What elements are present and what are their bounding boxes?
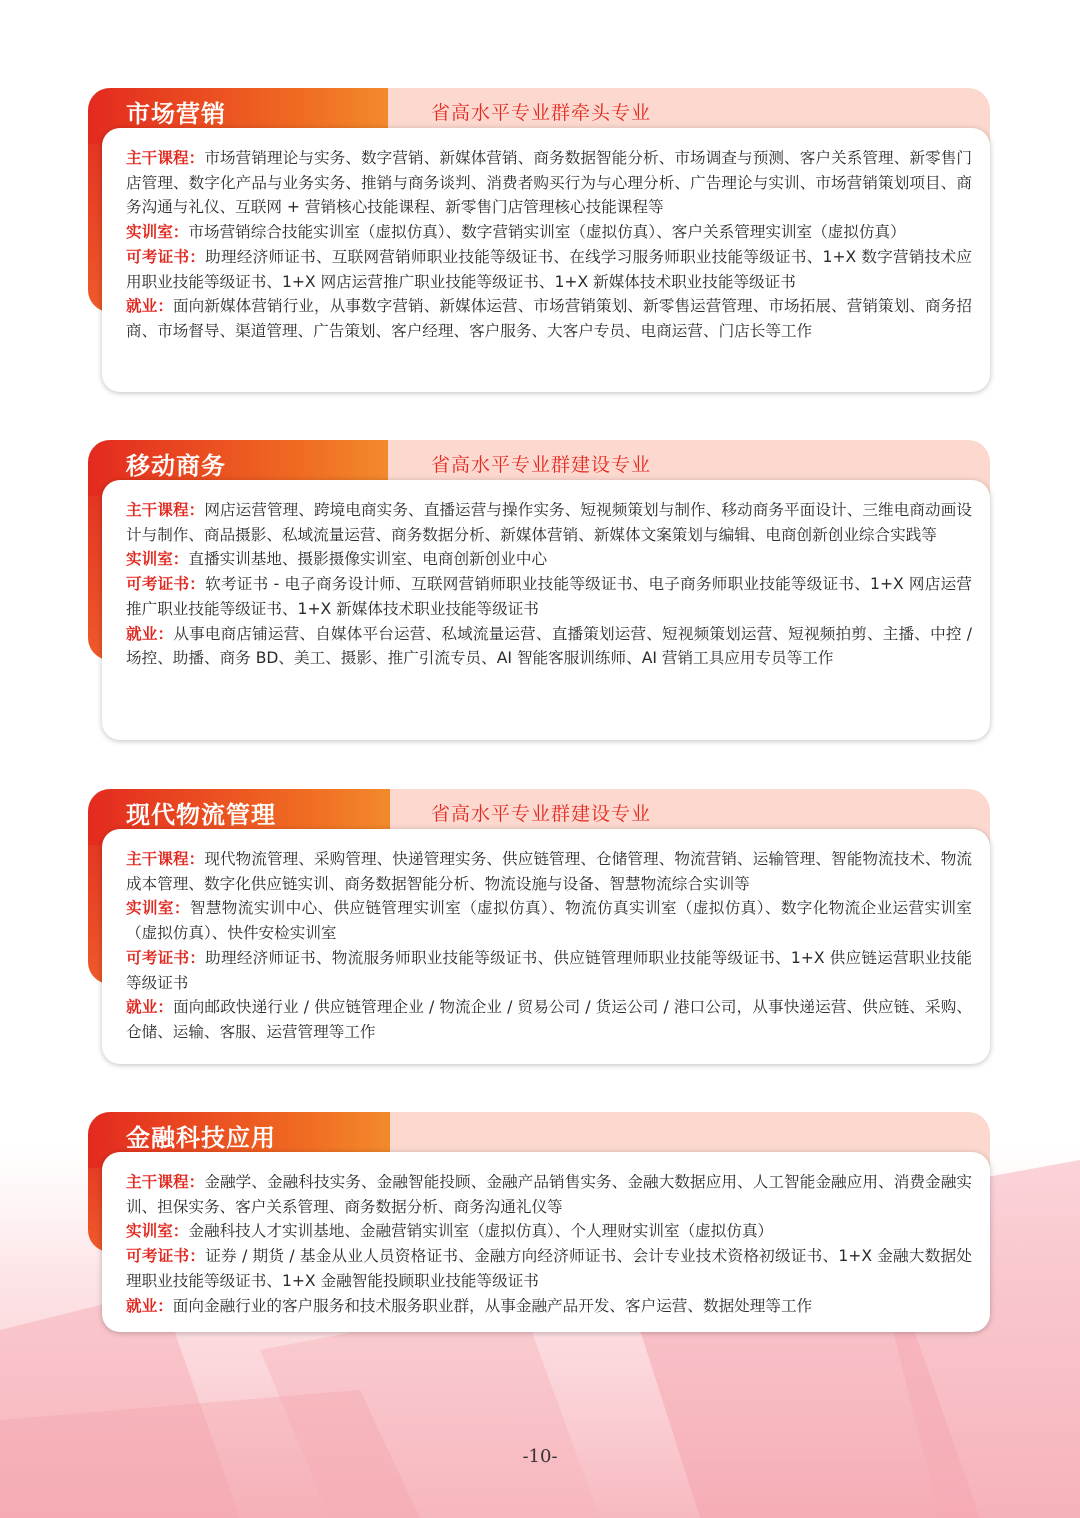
program-section bbox=[88, 440, 990, 740]
program-section bbox=[88, 1112, 990, 1332]
job-label: 就业： bbox=[126, 624, 174, 643]
job-line bbox=[126, 294, 972, 343]
cert-line bbox=[126, 245, 972, 294]
job-text: 面向新媒体营销行业，从事数字营销、新媒体运营、市场营销策划、新零售运营管理、市场拓展、营销策划、商务招商、市场督导、渠道管理、广告策划、客户经理、客户服务、大客户专员、电商运营、门店长等工作 bbox=[126, 297, 972, 340]
cert-text: 助理经济师证书、互联网营销师职业技能等级证书、在线学习服务师职业技能等级证书、1+X 数字营销技术应用职业技能等级证书、1+X 网店运营推广职业技能等级证书、1+X 新媒体技术职业技能等级证书 bbox=[126, 247, 972, 291]
cert-line bbox=[126, 1244, 972, 1293]
job-text: 面向邮政快递行业 / 供应链管理企业 / 物流企业 / 贸易公司 / 货运公司 / 港口公司，从事快递运营、供应链、采购、仓储、运输、客服、运营管理等工作 bbox=[126, 998, 972, 1041]
courses-line bbox=[126, 1170, 972, 1219]
job-line bbox=[126, 622, 972, 671]
job-label: 就业： bbox=[126, 998, 174, 1017]
section-title: 金融科技应用 bbox=[126, 1124, 276, 1152]
program-section bbox=[88, 88, 990, 392]
job-line bbox=[126, 1294, 972, 1319]
cert-label: 可考证书： bbox=[126, 575, 206, 594]
lab-text: 智慧物流实训中心、供应链管理实训室（虚拟仿真）、物流仿真实训室（虚拟仿真）、数字化物流企业运营实训室（虚拟仿真）、快件安检实训室 bbox=[126, 899, 972, 943]
lab-text: 金融科技人才实训基地、金融营销实训室（虚拟仿真）、个人理财实训室（虚拟仿真） bbox=[188, 1222, 774, 1241]
page-number: -10- bbox=[522, 1446, 558, 1467]
program-section bbox=[88, 789, 990, 1064]
section-card bbox=[102, 480, 990, 740]
section-title: 市场营销 bbox=[126, 100, 226, 128]
cert-label: 可考证书： bbox=[126, 948, 206, 967]
job-text: 从事电商店铺运营、自媒体平台运营、私域流量运营、直播策划运营、短视频策划运营、短视频拍剪、主播、中控 / 场控、助播、商务 BD、美工、摄影、推广引流专员、AI 智能客服训练师、AI 营销工具应用专员等工作 bbox=[126, 624, 972, 668]
job-line bbox=[126, 995, 972, 1044]
courses-label: 主干课程： bbox=[126, 149, 205, 167]
lab-text: 直播实训基地、摄影摄像实训室、电商创新创业中心 bbox=[188, 550, 548, 569]
cert-text: 证券 / 期货 / 基金从业人员资格证书、金融方向经济师证书、会计专业技术资格初级证书、1+X 金融大数据处理职业技能等级证书、1+X 金融智能投顾职业技能等级证书 bbox=[126, 1247, 972, 1290]
section-card bbox=[102, 829, 990, 1064]
job-label: 就业： bbox=[126, 297, 174, 316]
lab-label: 实训室： bbox=[126, 899, 190, 918]
courses-text: 金融学、金融科技实务、金融智能投顾、金融产品销售实务、金融大数据应用、人工智能金融应用、消费金融实训、担保实务、客户关系管理、商务数据分析、商务沟通礼仪等 bbox=[126, 1173, 972, 1216]
lab-label: 实训室： bbox=[126, 550, 189, 569]
section-subtitle: 省高水平专业群牵头专业 bbox=[431, 102, 652, 124]
section-title: 移动商务 bbox=[126, 452, 226, 480]
lab-line bbox=[126, 896, 972, 945]
section-title: 现代物流管理 bbox=[126, 801, 276, 829]
lab-text: 市场营销综合技能实训室（虚拟仿真）、数字营销实训室（虚拟仿真）、客户关系管理实训室（虚拟仿真） bbox=[188, 223, 906, 242]
cert-line bbox=[126, 572, 972, 621]
courses-label: 主干课程： bbox=[126, 501, 205, 519]
section-card bbox=[102, 1152, 990, 1332]
cert-label: 可考证书： bbox=[126, 1247, 206, 1266]
lab-label: 实训室： bbox=[126, 223, 189, 242]
courses-text: 现代物流管理、采购管理、快递管理实务、供应链管理、仓储管理、物流营销、运输管理、智能物流技术、物流成本管理、数字化供应链实训、商务数据智能分析、物流设施与设备、智慧物流综合实训等 bbox=[126, 850, 972, 893]
cert-text: 软考证书 - 电子商务设计师、互联网营销师职业技能等级证书、电子商务师职业技能等级证书、1+X 网店运营推广职业技能等级证书、1+X 新媒体技术职业技能等级证书 bbox=[126, 575, 972, 618]
lab-line bbox=[126, 547, 972, 572]
courses-line bbox=[126, 146, 972, 220]
courses-label: 主干课程： bbox=[126, 850, 205, 868]
courses-label: 主干课程： bbox=[126, 1173, 205, 1191]
section-subtitle: 省高水平专业群建设专业 bbox=[431, 803, 652, 825]
courses-text: 网店运营管理、跨境电商实务、直播运营与操作实务、短视频策划与制作、移动商务平面设计、三维电商动画设计与制作、商品摄影、私域流量运营、商务数据分析、新媒体营销、新媒体文案策划与编辑、电商创新创业综合实践等 bbox=[126, 501, 972, 544]
job-text: 面向金融行业的客户服务和技术服务职业群，从事金融产品开发、客户运营、数据处理等工作 bbox=[172, 1296, 813, 1315]
section-card bbox=[102, 128, 990, 392]
cert-line bbox=[126, 946, 972, 995]
courses-line bbox=[126, 498, 972, 547]
lab-line bbox=[126, 1219, 972, 1244]
courses-line bbox=[126, 847, 972, 896]
cert-label: 可考证书： bbox=[126, 247, 206, 266]
section-subtitle: 省高水平专业群建设专业 bbox=[431, 454, 652, 476]
lab-label: 实训室： bbox=[126, 1222, 189, 1241]
courses-text: 市场营销理论与实务、数字营销、新媒体营销、商务数据智能分析、市场调查与预测、客户关系管理、新零售门店管理、数字化产品与业务实务、推销与商务谈判、消费者购买行为与心理分析、广告理论与实训、市场营销策划项目、商务沟通与礼仪、互联网 + 营销核心技能课程、新零售门店管理核心技能课程等 bbox=[126, 149, 972, 217]
lab-line bbox=[126, 220, 972, 245]
cert-text: 助理经济师证书、物流服务师职业技能等级证书、供应链管理师职业技能等级证书、1+X 供应链运营职业技能等级证书 bbox=[126, 948, 972, 992]
job-label: 就业： bbox=[126, 1296, 173, 1315]
